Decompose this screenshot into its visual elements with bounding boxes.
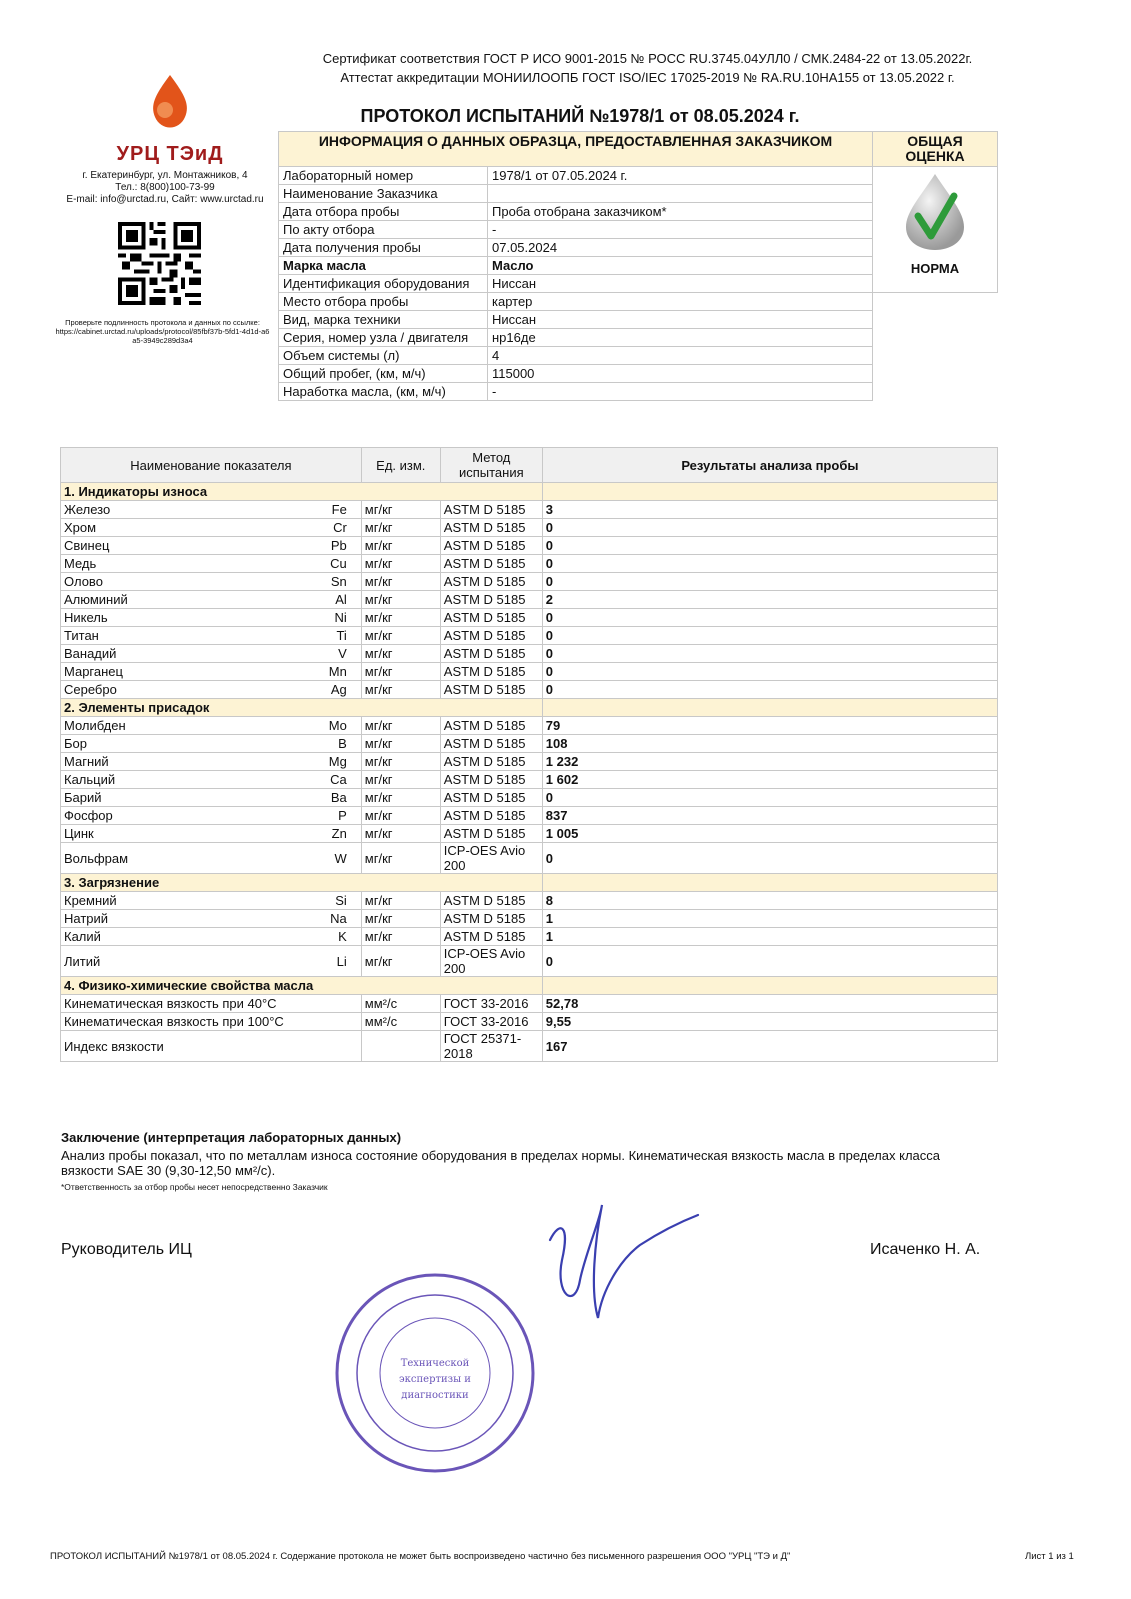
result-value: 0 bbox=[542, 946, 997, 977]
section-spacer bbox=[542, 977, 997, 995]
result-row bbox=[61, 843, 998, 874]
result-row bbox=[61, 892, 998, 910]
result-row bbox=[61, 717, 998, 735]
result-value: 1 232 bbox=[542, 753, 997, 771]
method: ASTM D 5185 bbox=[440, 609, 542, 627]
svg-text:экспертизы и: экспертизы и bbox=[399, 1374, 471, 1385]
empty-cell bbox=[873, 329, 998, 347]
info-label: Идентификация оборудования bbox=[279, 275, 488, 293]
unit: мг/кг bbox=[361, 771, 440, 789]
method: ASTM D 5185 bbox=[440, 753, 542, 771]
indicator-name: Кальций bbox=[61, 771, 238, 789]
method: ASTM D 5185 bbox=[440, 591, 542, 609]
page-number: Лист 1 из 1 bbox=[1025, 1551, 1074, 1562]
result-row bbox=[61, 995, 998, 1013]
unit: мг/кг bbox=[361, 501, 440, 519]
result-value: 167 bbox=[542, 1031, 997, 1062]
info-row bbox=[279, 383, 998, 401]
element-symbol: Li bbox=[237, 946, 361, 977]
result-row bbox=[61, 681, 998, 699]
result-row bbox=[61, 825, 998, 843]
method: ASTM D 5185 bbox=[440, 735, 542, 753]
check-drop-icon bbox=[900, 172, 970, 252]
result-value: 0 bbox=[542, 681, 997, 699]
svg-text:Технической: Технической bbox=[400, 1358, 470, 1369]
result-row bbox=[61, 537, 998, 555]
result-value: 0 bbox=[542, 627, 997, 645]
element-symbol: Ni bbox=[237, 609, 361, 627]
info-row bbox=[279, 347, 998, 365]
info-label: Объем системы (л) bbox=[279, 347, 488, 365]
assessment-cell bbox=[873, 167, 998, 293]
empty-cell bbox=[873, 347, 998, 365]
info-label: Дата получения пробы bbox=[279, 239, 488, 257]
empty-cell bbox=[873, 311, 998, 329]
company-stamp-icon bbox=[332, 1270, 538, 1476]
unit: мг/кг bbox=[361, 537, 440, 555]
info-label: Наименование Заказчика bbox=[279, 185, 488, 203]
result-row bbox=[61, 807, 998, 825]
empty-cell bbox=[873, 293, 998, 311]
result-row bbox=[61, 771, 998, 789]
verify-note bbox=[55, 318, 270, 345]
result-row bbox=[61, 501, 998, 519]
element-symbol: Ag bbox=[237, 681, 361, 699]
method: ГОСТ 33-2016 bbox=[440, 995, 542, 1013]
method: ASTM D 5185 bbox=[440, 717, 542, 735]
result-row bbox=[61, 627, 998, 645]
element-symbol: Ti bbox=[237, 627, 361, 645]
info-value: Ниссан bbox=[488, 275, 873, 293]
result-row bbox=[61, 663, 998, 681]
info-value: Масло bbox=[488, 257, 873, 275]
protocol-title: ПРОТОКОЛ ИСПЫТАНИЙ №1978/1 от 08.05.2024 г. bbox=[360, 106, 800, 126]
contact-block bbox=[50, 170, 280, 206]
element-symbol: Mo bbox=[237, 717, 361, 735]
info-row bbox=[279, 167, 998, 185]
result-row bbox=[61, 1031, 998, 1062]
indicator-name: Магний bbox=[61, 753, 238, 771]
unit: мг/кг bbox=[361, 609, 440, 627]
conclusion-text: Анализ пробы показал, что по металлам износа состояние оборудования в пределах нормы. Кинематическая вязкость масла в пределах класса вязкости SAE 30 (9,30-12,50 мм²/с). bbox=[61, 1148, 940, 1178]
section-row bbox=[61, 483, 998, 501]
element-symbol: Al bbox=[237, 591, 361, 609]
element-symbol: Cu bbox=[237, 555, 361, 573]
section-row bbox=[61, 699, 998, 717]
indicator-name: Хром bbox=[61, 519, 238, 537]
result-row bbox=[61, 753, 998, 771]
method: ICP-OES Avio 200 bbox=[440, 946, 542, 977]
unit: мг/кг bbox=[361, 591, 440, 609]
result-value: 52,78 bbox=[542, 995, 997, 1013]
cert-line-1: Сертификат соответствия ГОСТ Р ИСО 9001-2015 № РОСС RU.3745.04УЛЛ0 / СМК.2484-22 от 13.05.2022г. bbox=[322, 51, 973, 66]
info-row bbox=[279, 365, 998, 383]
section-row bbox=[61, 874, 998, 892]
info-label: Дата отбора пробы bbox=[279, 203, 488, 221]
phone: Тел.: 8(800)100-73-99 bbox=[115, 182, 215, 193]
result-value: 0 bbox=[542, 609, 997, 627]
method: ASTM D 5185 bbox=[440, 501, 542, 519]
info-header: ИНФОРМАЦИЯ О ДАННЫХ ОБРАЗЦА, ПРЕДОСТАВЛЕННАЯ ЗАКАЗЧИКОМ bbox=[279, 132, 873, 167]
method: ASTM D 5185 bbox=[440, 645, 542, 663]
method: ASTM D 5185 bbox=[440, 825, 542, 843]
unit: мг/кг bbox=[361, 946, 440, 977]
method: ICP-OES Avio 200 bbox=[440, 843, 542, 874]
unit bbox=[361, 1031, 440, 1062]
indicator-name: Цинк bbox=[61, 825, 238, 843]
result-row bbox=[61, 1013, 998, 1031]
indicator-name: Вольфрам bbox=[61, 843, 238, 874]
info-label: Марка масла bbox=[279, 257, 488, 275]
indicator-name: Олово bbox=[61, 573, 238, 591]
section-row bbox=[61, 977, 998, 995]
assessment-header: ОБЩАЯ ОЦЕНКА bbox=[873, 132, 998, 167]
indicator-name: Кинематическая вязкость при 100°C bbox=[61, 1013, 362, 1031]
indicator-name: Калий bbox=[61, 928, 238, 946]
indicator-name: Кинематическая вязкость при 40°C bbox=[61, 995, 362, 1013]
info-row bbox=[279, 311, 998, 329]
method: ГОСТ 33-2016 bbox=[440, 1013, 542, 1031]
method: ASTM D 5185 bbox=[440, 910, 542, 928]
unit: мм²/с bbox=[361, 995, 440, 1013]
unit: мг/кг bbox=[361, 555, 440, 573]
section-spacer bbox=[542, 483, 997, 501]
info-label: Общий пробег, (км, м/ч) bbox=[279, 365, 488, 383]
empty-cell bbox=[873, 383, 998, 401]
cert-line-2: Аттестат аккредитации МОНИИЛООПБ ГОСТ ISO/IEC 17025-2019 № RA.RU.10НА155 от 13.05.2022 г. bbox=[340, 70, 955, 85]
unit: мг/кг bbox=[361, 681, 440, 699]
result-value: 0 bbox=[542, 573, 997, 591]
result-value: 837 bbox=[542, 807, 997, 825]
unit: мг/кг bbox=[361, 910, 440, 928]
address: г. Екатеринбург, ул. Монтажников, 4 bbox=[82, 170, 248, 181]
unit: мг/кг bbox=[361, 753, 440, 771]
unit: мг/кг bbox=[361, 645, 440, 663]
element-symbol: Si bbox=[237, 892, 361, 910]
indicator-name: Ванадий bbox=[61, 645, 238, 663]
unit: мг/кг bbox=[361, 807, 440, 825]
result-row bbox=[61, 519, 998, 537]
indicator-name: Натрий bbox=[61, 910, 238, 928]
info-value: - bbox=[488, 383, 873, 401]
result-value: 0 bbox=[542, 663, 997, 681]
result-row bbox=[61, 735, 998, 753]
result-row bbox=[61, 928, 998, 946]
indicator-name: Серебро bbox=[61, 681, 238, 699]
method: ASTM D 5185 bbox=[440, 771, 542, 789]
indicator-name: Алюминий bbox=[61, 591, 238, 609]
svg-text:диагностики: диагностики bbox=[401, 1390, 469, 1401]
unit: мг/кг bbox=[361, 825, 440, 843]
method: ГОСТ 25371-2018 bbox=[440, 1031, 542, 1062]
result-row bbox=[61, 910, 998, 928]
result-value: 2 bbox=[542, 591, 997, 609]
section-spacer bbox=[542, 874, 997, 892]
method: ASTM D 5185 bbox=[440, 789, 542, 807]
verify-link[interactable]: https://cabinet.urctad.ru/uploads/protocol/85fbf37b-5fd1-4d1d-a6a5-3949c289d3a4 bbox=[55, 327, 270, 345]
responsibility-note: *Ответственность за отбор пробы несет непосредственно Заказчик bbox=[61, 1182, 328, 1192]
unit: мг/кг bbox=[361, 843, 440, 874]
indicator-name: Бор bbox=[61, 735, 238, 753]
logo-name: УРЦ ТЭиД bbox=[116, 143, 224, 165]
method: ASTM D 5185 bbox=[440, 627, 542, 645]
signer-name: Исаченко Н. А. bbox=[870, 1241, 981, 1258]
unit: мг/кг bbox=[361, 519, 440, 537]
method: ASTM D 5185 bbox=[440, 928, 542, 946]
indicator-name: Железо bbox=[61, 501, 238, 519]
section-title: 4. Физико-химические свойства масла bbox=[61, 977, 543, 995]
info-value: Ниссан bbox=[488, 311, 873, 329]
element-symbol: K bbox=[237, 928, 361, 946]
info-label: Серия, номер узла / двигателя bbox=[279, 329, 488, 347]
result-row bbox=[61, 555, 998, 573]
result-row bbox=[61, 609, 998, 627]
signer-role: Руководитель ИЦ bbox=[61, 1241, 192, 1258]
result-value: 108 bbox=[542, 735, 997, 753]
method: ASTM D 5185 bbox=[440, 663, 542, 681]
section-title: 3. Загрязнение bbox=[61, 874, 543, 892]
unit: мг/кг bbox=[361, 627, 440, 645]
indicator-name: Кремний bbox=[61, 892, 238, 910]
result-row bbox=[61, 789, 998, 807]
indicator-name: Индекс вязкости bbox=[61, 1031, 362, 1062]
element-symbol: Ca bbox=[237, 771, 361, 789]
info-label: Лабораторный номер bbox=[279, 167, 488, 185]
unit: мг/кг bbox=[361, 717, 440, 735]
section-spacer bbox=[542, 699, 997, 717]
footer-text: ПРОТОКОЛ ИСПЫТАНИЙ №1978/1 от 08.05.2024 г. Содержание протокола не может быть воспроизведено частично без письменного разрешения ООО "УРЦ "ТЭ и Д" bbox=[50, 1551, 791, 1562]
results-header-row bbox=[61, 448, 998, 483]
info-value: - bbox=[488, 221, 873, 239]
method: ASTM D 5185 bbox=[440, 537, 542, 555]
info-row bbox=[279, 329, 998, 347]
method: ASTM D 5185 bbox=[440, 681, 542, 699]
info-value bbox=[488, 185, 873, 203]
indicator-name: Барий bbox=[61, 789, 238, 807]
info-value: 115000 bbox=[488, 365, 873, 383]
col-unit-header: Ед. изм. bbox=[361, 448, 440, 483]
unit: мг/кг bbox=[361, 892, 440, 910]
result-value: 9,55 bbox=[542, 1013, 997, 1031]
verify-text: Проверьте подлинность протокола и данных по ссылке: bbox=[65, 318, 260, 327]
col-method-header: Метод испытания bbox=[440, 448, 542, 483]
section-title: 1. Индикаторы износа bbox=[61, 483, 543, 501]
result-value: 3 bbox=[542, 501, 997, 519]
info-header-row bbox=[279, 132, 998, 167]
result-row bbox=[61, 946, 998, 977]
indicator-name: Никель bbox=[61, 609, 238, 627]
info-label: По акту отбора bbox=[279, 221, 488, 239]
conclusion-title: Заключение (интерпретация лабораторных данных) bbox=[61, 1130, 402, 1145]
empty-cell bbox=[873, 365, 998, 383]
result-value: 8 bbox=[542, 892, 997, 910]
element-symbol: Cr bbox=[237, 519, 361, 537]
info-value: 1978/1 от 07.05.2024 г. bbox=[488, 167, 873, 185]
result-value: 1 602 bbox=[542, 771, 997, 789]
element-symbol: Sn bbox=[237, 573, 361, 591]
info-label: Место отбора пробы bbox=[279, 293, 488, 311]
method: ASTM D 5185 bbox=[440, 892, 542, 910]
result-value: 1 bbox=[542, 910, 997, 928]
verdict: НОРМА bbox=[910, 261, 960, 276]
signature-icon bbox=[540, 1200, 700, 1335]
method: ASTM D 5185 bbox=[440, 573, 542, 591]
result-row bbox=[61, 645, 998, 663]
result-value: 0 bbox=[542, 789, 997, 807]
info-value: картер bbox=[488, 293, 873, 311]
result-value: 1 bbox=[542, 928, 997, 946]
col-name-header: Наименование показателя bbox=[61, 448, 362, 483]
unit: мг/кг bbox=[361, 928, 440, 946]
element-symbol: Zn bbox=[237, 825, 361, 843]
info-value: 07.05.2024 bbox=[488, 239, 873, 257]
indicator-name: Медь bbox=[61, 555, 238, 573]
element-symbol: B bbox=[237, 735, 361, 753]
results-table bbox=[60, 447, 998, 1062]
certificates bbox=[280, 49, 1015, 87]
method: ASTM D 5185 bbox=[440, 519, 542, 537]
section-title: 2. Элементы присадок bbox=[61, 699, 543, 717]
qr-code-icon bbox=[118, 222, 201, 305]
method: ASTM D 5185 bbox=[440, 555, 542, 573]
element-symbol: Mn bbox=[237, 663, 361, 681]
col-result-header: Результаты анализа пробы bbox=[542, 448, 997, 483]
indicator-name: Литий bbox=[61, 946, 238, 977]
unit: мг/кг bbox=[361, 663, 440, 681]
indicator-name: Молибден bbox=[61, 717, 238, 735]
indicator-name: Титан bbox=[61, 627, 238, 645]
result-value: 0 bbox=[542, 555, 997, 573]
element-symbol: Ba bbox=[237, 789, 361, 807]
unit: мг/кг bbox=[361, 573, 440, 591]
result-value: 0 bbox=[542, 645, 997, 663]
method: ASTM D 5185 bbox=[440, 807, 542, 825]
element-symbol: Pb bbox=[237, 537, 361, 555]
element-symbol: P bbox=[237, 807, 361, 825]
unit: мг/кг bbox=[361, 735, 440, 753]
element-symbol: Na bbox=[237, 910, 361, 928]
result-value: 0 bbox=[542, 843, 997, 874]
info-label: Вид, марка техники bbox=[279, 311, 488, 329]
indicator-name: Свинец bbox=[61, 537, 238, 555]
result-value: 1 005 bbox=[542, 825, 997, 843]
info-value: Проба отобрана заказчиком* bbox=[488, 203, 873, 221]
result-value: 79 bbox=[542, 717, 997, 735]
info-label: Наработка масла, (км, м/ч) bbox=[279, 383, 488, 401]
result-value: 0 bbox=[542, 519, 997, 537]
indicator-name: Фосфор bbox=[61, 807, 238, 825]
info-value: 4 bbox=[488, 347, 873, 365]
element-symbol: W bbox=[237, 843, 361, 874]
info-value: нр16де bbox=[488, 329, 873, 347]
unit: мг/кг bbox=[361, 789, 440, 807]
result-row bbox=[61, 573, 998, 591]
element-symbol: V bbox=[237, 645, 361, 663]
indicator-name: Марганец bbox=[61, 663, 238, 681]
email-site: E-mail: info@urctad.ru, Сайт: www.urctad.ru bbox=[66, 194, 264, 205]
element-symbol: Mg bbox=[237, 753, 361, 771]
company-logo bbox=[95, 55, 245, 165]
info-row bbox=[279, 293, 998, 311]
element-symbol: Fe bbox=[237, 501, 361, 519]
unit: мм²/с bbox=[361, 1013, 440, 1031]
logo-drop-icon bbox=[95, 55, 245, 145]
sample-info-table bbox=[278, 131, 998, 401]
result-row bbox=[61, 591, 998, 609]
result-value: 0 bbox=[542, 537, 997, 555]
